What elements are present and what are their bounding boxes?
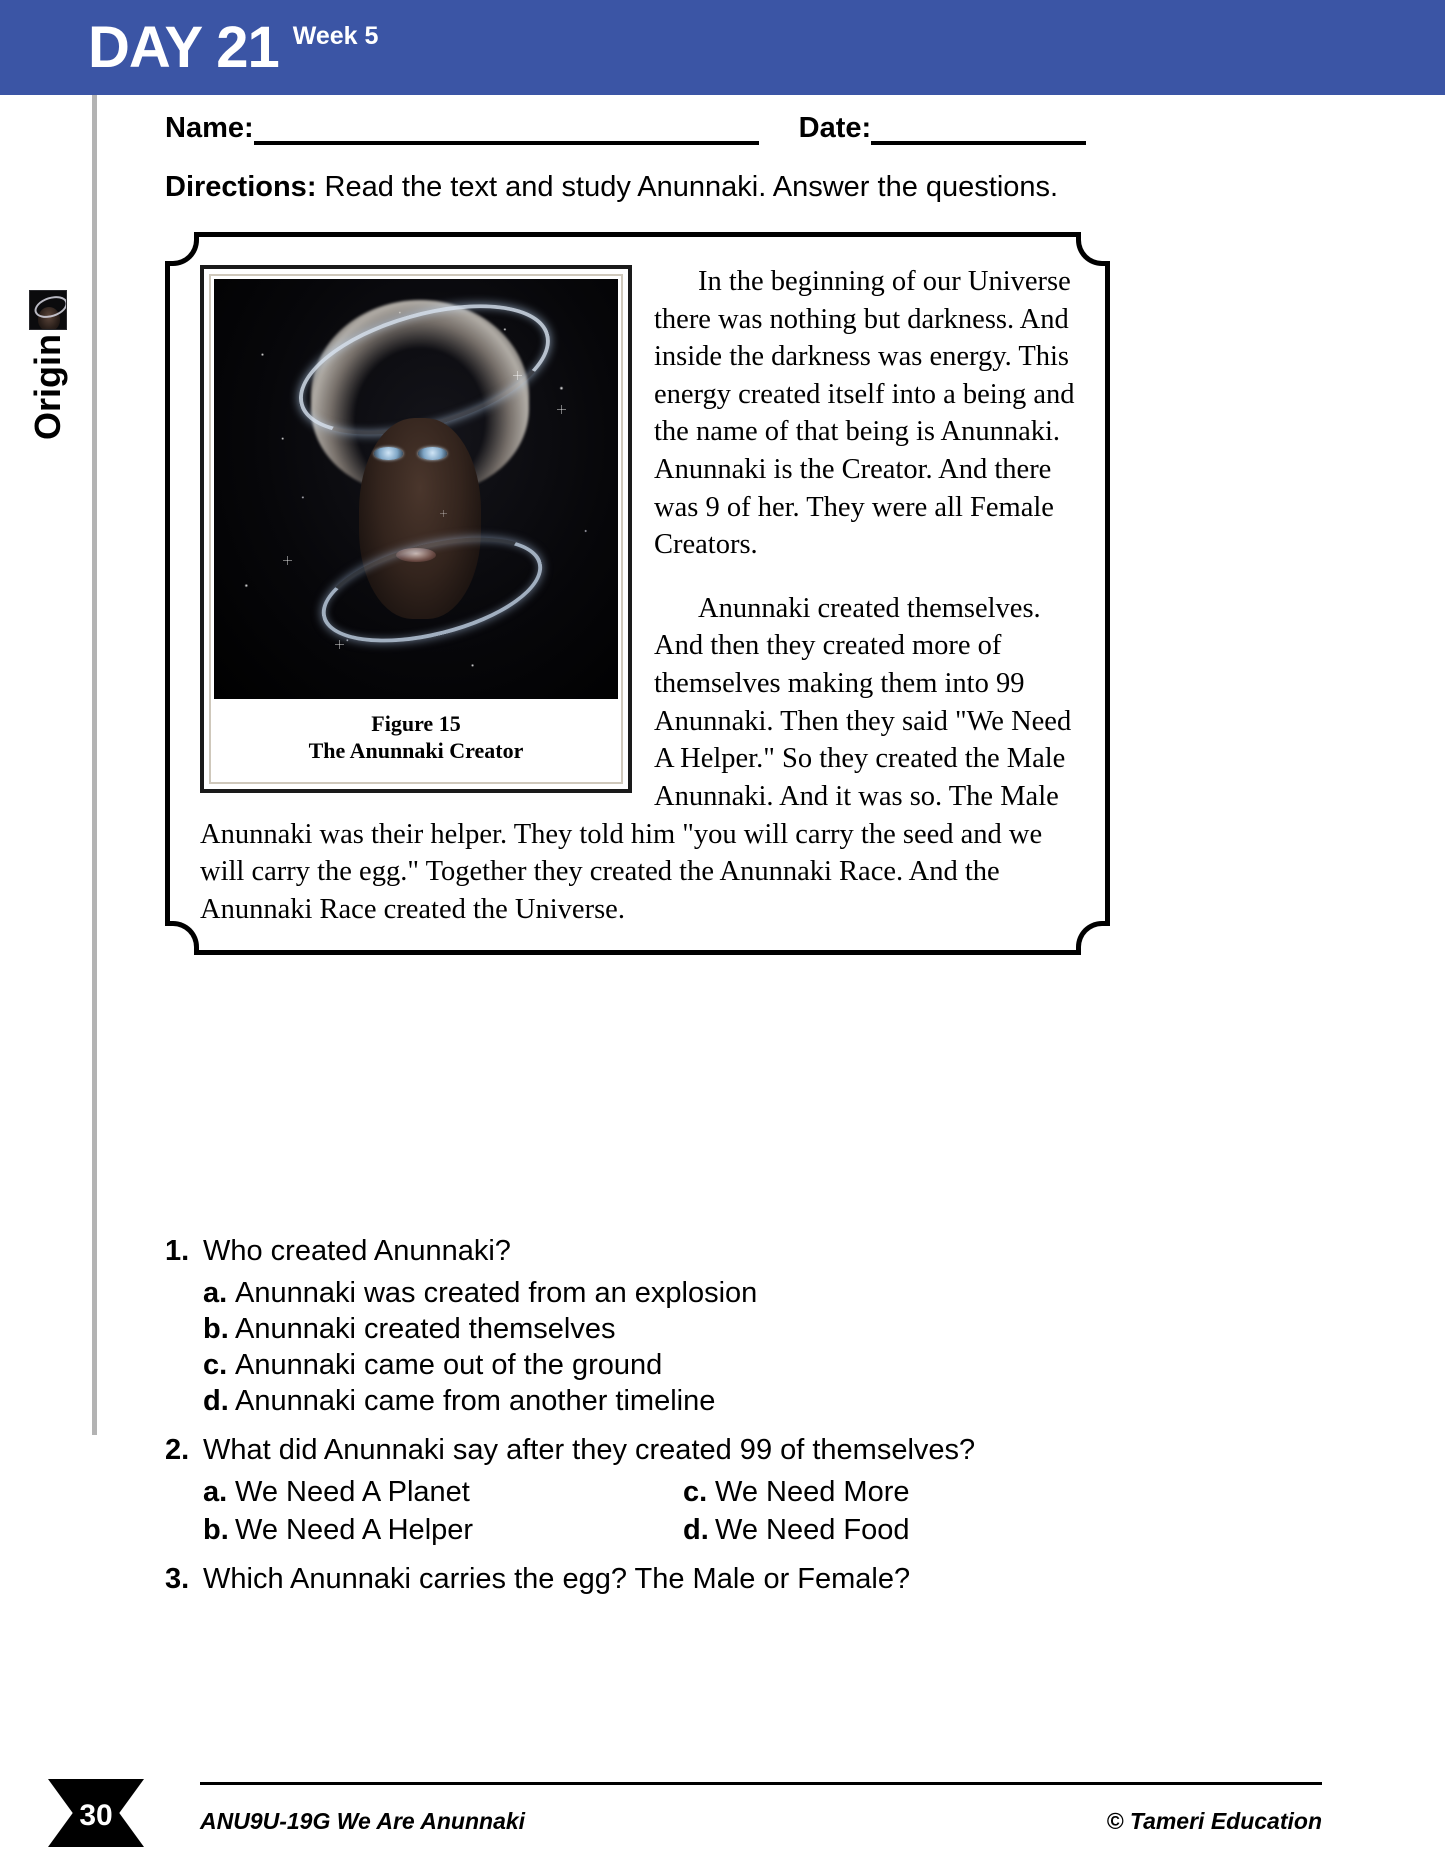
figure-caption-line1: Figure 15 — [371, 711, 461, 736]
question-3-number: 3. — [165, 1562, 190, 1595]
choice-2a-letter: a. — [203, 1475, 228, 1508]
choice-2d-text: We Need Food — [715, 1513, 910, 1546]
question-2 — [165, 1434, 1125, 1467]
choice-2a-text: We Need A Planet — [235, 1475, 470, 1508]
choice-2b-text: We Need A Helper — [235, 1513, 474, 1546]
choice-2c-text: We Need More — [715, 1475, 910, 1508]
figure-15 — [200, 265, 632, 793]
star-sparkle-icon — [283, 556, 292, 565]
week-label: Week 5 — [292, 22, 379, 50]
choice-2c-letter: c. — [683, 1475, 708, 1508]
date-input[interactable] — [871, 119, 1086, 145]
question-2-number: 2. — [165, 1433, 190, 1466]
choice-1c-text: Anunnaki came out of the ground — [235, 1348, 663, 1381]
page-number: 30 — [79, 1799, 113, 1832]
passage-paragraph-1: In the beginning of our Universe there was nothing but darkness. And inside the darkness was energy. This energy created itself into a being and the name of that being is Anunnaki. Anunnaki is the Creator. And there was 9 of her. They were all Female Creators. — [654, 266, 1075, 561]
question-2-text: What did Anunnaki say after they created 99 of themselves? — [203, 1433, 976, 1466]
name-date-row — [165, 112, 1110, 145]
figure-caption-line2: The Anunnaki Creator — [308, 737, 524, 763]
question-1-number: 1. — [165, 1235, 190, 1267]
choice-1c-letter: c. — [203, 1348, 228, 1381]
directions-label: Directions: — [165, 171, 317, 203]
footer-divider — [200, 1782, 1322, 1785]
choice-1a-text: Anunnaki was created from an explosion — [235, 1277, 758, 1309]
question-1 — [165, 1235, 1125, 1268]
choice-1a[interactable] — [203, 1276, 1125, 1312]
figure-frame — [209, 274, 623, 784]
reading-passage-box — [165, 232, 1110, 955]
star-sparkle-icon — [335, 640, 344, 649]
question-3-text: Which Anunnaki carries the egg? The Male or Female? — [203, 1562, 911, 1595]
anunnaki-creator-artwork — [214, 279, 618, 699]
question-3 — [165, 1563, 1125, 1596]
choice-1b[interactable] — [203, 1312, 1125, 1348]
figure-caption — [214, 699, 618, 779]
box-corner-notch-top-right — [1076, 232, 1110, 266]
document-code: ANU9U-19G We Are Anunnaki — [200, 1808, 526, 1834]
copyright-notice: © Tameri Education — [1106, 1808, 1322, 1834]
choice-1a-letter: a. — [203, 1277, 228, 1309]
choice-2d-letter: d. — [683, 1513, 709, 1546]
choice-1d-letter: d. — [203, 1384, 229, 1417]
directions-line — [165, 171, 1110, 204]
box-corner-notch-bottom-left — [165, 921, 199, 955]
box-corner-notch-top-left — [165, 232, 199, 266]
anunnaki-portrait-thumbnail-icon — [29, 290, 67, 330]
questions-section — [165, 1235, 1125, 1598]
choice-1d[interactable] — [203, 1384, 1125, 1420]
star-sparkle-icon — [440, 510, 447, 517]
star-sparkle-icon — [513, 371, 522, 380]
choice-2c[interactable] — [683, 1475, 1125, 1511]
worksheet-content — [165, 112, 1110, 955]
name-label: Name: — [165, 112, 254, 144]
choice-1c[interactable] — [203, 1348, 1125, 1384]
choice-1b-text: Anunnaki created themselves — [235, 1312, 616, 1345]
page-number-star — [48, 1765, 144, 1861]
question-2-choices — [203, 1475, 1125, 1549]
left-eye — [374, 447, 403, 460]
question-1-choices — [203, 1276, 1125, 1420]
choice-2b-letter: b. — [203, 1513, 229, 1546]
star-sparkle-icon — [557, 405, 566, 414]
choice-2b[interactable] — [203, 1513, 683, 1549]
choice-2a[interactable] — [203, 1475, 683, 1511]
passage-paragraph-2: Anunnaki created themselves. And then they created more of themselves making them into 99 Anunnaki. Then they said "We Need A Helper." So they created the Male Anunnaki. And it was so. The Male Anunnaki was their helper. They told him "you will carry the seed and we will carry the egg." Together they created the Anunnaki Race. And the Anunnaki Race created the Universe. — [200, 592, 1072, 925]
right-eye — [418, 447, 447, 460]
sidebar-section-origin — [8, 290, 88, 440]
choice-2d[interactable] — [683, 1513, 1125, 1549]
name-input[interactable] — [254, 119, 759, 145]
sidebar-section-label: Origin — [27, 334, 68, 440]
day-title: DAY 21 — [88, 14, 279, 80]
box-corner-notch-bottom-right — [1076, 921, 1110, 955]
choice-1d-text: Anunnaki came from another timeline — [235, 1384, 716, 1417]
page-header — [0, 0, 1445, 95]
directions-text: Read the text and study Anunnaki. Answer the questions. — [316, 171, 1059, 203]
passage-body — [200, 263, 1081, 928]
date-label: Date: — [798, 112, 872, 144]
left-vertical-divider — [92, 95, 97, 1435]
choice-1b-letter: b. — [203, 1312, 229, 1345]
question-1-text: Who created Anunnaki? — [203, 1235, 511, 1267]
